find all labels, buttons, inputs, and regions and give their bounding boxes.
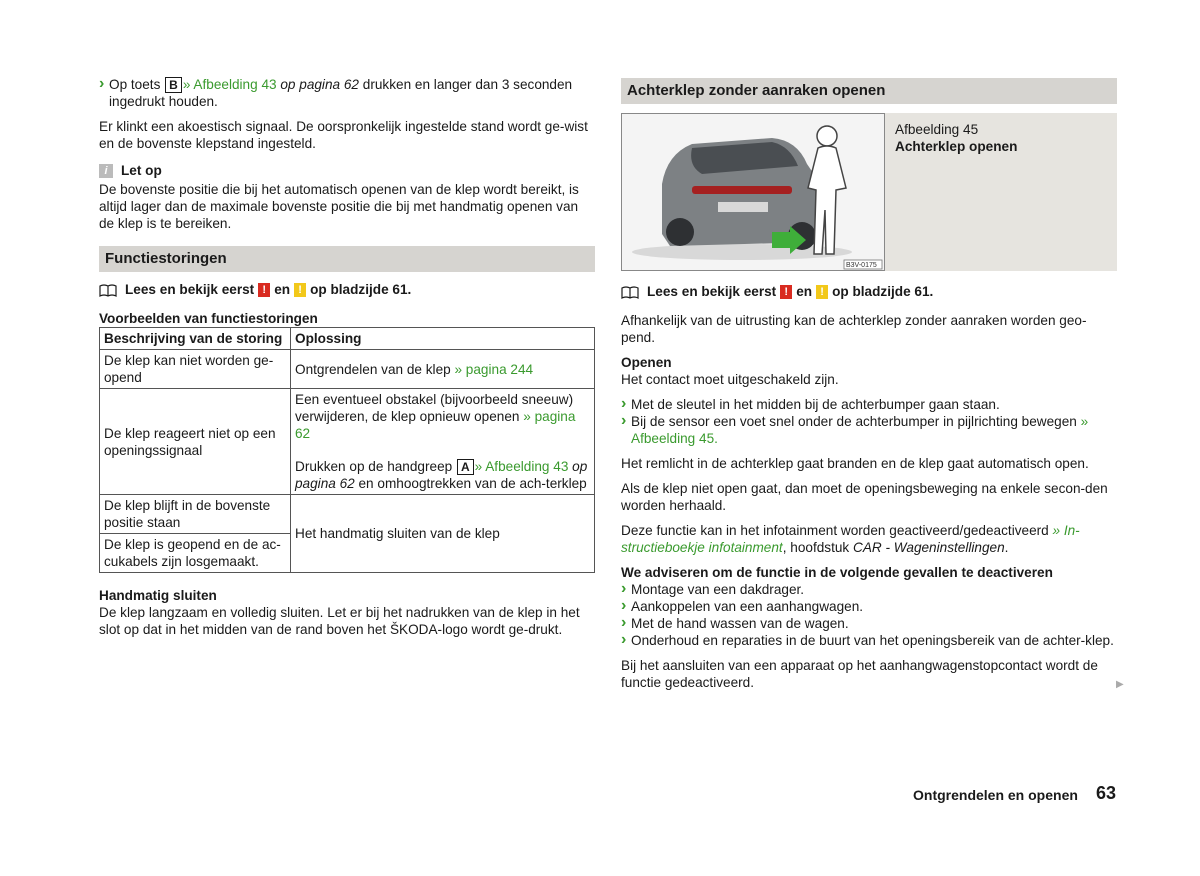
brakelight-paragraph: Het remlicht in de achterklep gaat branden en de klep gaat automatisch open. [621,456,1089,471]
note-text: De bovenste positie die bij het automatisch openen van de klep wordt bereikt, is altijd lager dan de maximale bovenste positie die bij met handmatig openen van de klep is te bereiken. [99,182,579,231]
col-header-solution: Oplossing [291,328,595,350]
page-number: 63 [1096,783,1117,803]
solution-text: Drukken op de handgreep [295,459,453,474]
cell-description: De klep reageert niet op een openingssignaal [100,389,291,495]
retry-paragraph: Als de klep niet open gaat, dan moet de openingsbeweging na enkele secon-den worden herhaald. [621,481,1108,513]
cell-description: De klep blijft in de bovenste positie staan [100,495,291,534]
table-header-row [100,328,595,350]
table-row [100,389,595,495]
read-first-line [99,281,595,298]
car-tailgate-icon [622,114,884,270]
page-244-link[interactable]: » pagina 244 [454,361,534,377]
solution-text: Ontgrendelen van de klep [295,361,451,377]
cell-description: De klep kan niet worden ge-opend [100,350,291,389]
page-ref: op pagina 62 [295,459,588,491]
page-ref: op pagina 62 [280,77,359,92]
col-header-description: Beschrijving van de storing [100,328,291,350]
info-icon: i [99,164,113,178]
cell-solution [291,389,595,495]
infotainment-paragraph [621,522,1117,556]
warning-red-icon[interactable]: ! [780,285,792,299]
infotainment-manual-link[interactable]: » In-structieboekje infotainment [621,523,1080,555]
advise-item: › Montage van een dakdrager. [621,581,1117,598]
warning-yellow-icon[interactable]: ! [294,283,306,297]
step-text: Bij de sensor een voet snel onder de achterbumper in pijlrichting bewegen [631,414,1077,429]
read-first-and: en [796,284,813,299]
book-icon [621,286,639,298]
read-first-page: op bladzijde 61. [310,282,412,297]
read-first-and: en [274,282,291,297]
section-functiestoringen: Functiestoringen [99,246,595,272]
solution-text: en omhoogtrekken van de ach-terklep [358,476,587,491]
signal-paragraph: Er klinkt een akoestisch signaal. De oorspronkelijk ingestelde stand wordt ge-wist en de bovenste klepstand ingesteld. [99,119,588,151]
table-row [100,495,595,534]
section-achterklep: Achterklep zonder aanraken openen [621,78,1117,104]
intro-text-post: drukken en langer dan 3 seconden ingedrukt houden. [109,77,573,109]
open-text: Het contact moet uitgeschakeld zijn. [621,372,839,387]
figure-label: Afbeelding 45 [895,122,979,137]
table-row [100,350,595,389]
figure-code: B3V-0175 [846,262,877,269]
read-first-text: Lees en bekijk eerst [125,282,255,297]
footer-chapter: Ontgrendelen en openen [913,787,1078,803]
solution-text: Een eventueel obstakel (bijvoorbeeld sneeuw) verwijderen, de klep opnieuw openen [295,392,574,424]
car-illustration [621,113,885,271]
advise-item: › Onderhoud en reparaties in de buurt van het openingsbereik van de achter-klep. [621,632,1117,649]
open-title: Openen [621,355,672,370]
infotainment-text: . [1004,540,1009,555]
advise-item: › Aankoppelen van een aanhangwagen. [621,598,1117,615]
step-bullet: › Met de sleutel in het midden bij de achterbumper gaan staan. [621,396,1117,413]
figure-43-link[interactable]: » Afbeelding 43 [182,77,277,92]
figure-45 [621,113,1117,271]
cell-solution: Het handmatig sluiten van de klep [291,495,595,573]
infotainment-text: , hoofdstuk [782,540,850,555]
figure-43-link[interactable]: » Afbeelding 43 [474,459,569,474]
advise-item: › Met de hand wassen van de wagen. [621,615,1117,632]
figure-45-link[interactable]: » Afbeelding 45. [631,414,1089,446]
read-first-line [621,283,1117,300]
intro-text: Op toets [109,77,161,92]
cell-description: De klep is geopend en de ac-cukabels zijn losgemaakt. [100,534,291,573]
availability-paragraph: Afhankelijk van de uitrusting kan de achterklep zonder aanraken worden geo-pend. [621,313,1087,345]
chapter-ref: CAR - Wageninstellingen [853,540,1005,555]
advise-title: We adviseren om de functie in de volgende gevallen te deactiveren [621,565,1053,580]
table-caption: Voorbeelden van functiestoringen [99,311,318,326]
warning-yellow-icon[interactable]: ! [816,285,828,299]
left-column [99,76,595,646]
key-b-label: B [165,77,182,93]
figure-caption [885,113,1017,271]
warning-red-icon[interactable]: ! [258,283,270,297]
note-header [99,162,595,179]
key-a-label: A [457,459,474,475]
manual-close-text: De klep langzaam en volledig sluiten. Let er bij het nadrukken van de klep in het slot op dat in het midden van de rand boven het ŠKODA-logo wordt ge-drukt. [99,605,580,637]
trailer-paragraph: Bij het aansluiten van een apparaat op het aanhangwagenstopcontact wordt de functie gedeactiveerd. [621,658,1098,690]
fault-table [99,327,595,573]
right-column [621,76,1117,699]
cell-solution [291,350,595,389]
read-first-page: op bladzijde 61. [832,284,934,299]
intro-bullet [99,76,595,110]
step-bullet [621,413,1117,447]
manual-close-title: Handmatig sluiten [99,588,217,603]
page-62-link[interactable]: » pagina 62 [295,409,576,441]
note-block [99,162,595,232]
book-icon [99,284,117,296]
note-title: Let op [121,163,162,178]
figure-title: Achterklep openen [895,139,1018,154]
continue-arrow-icon: ▶ [1116,679,1124,690]
read-first-text: Lees en bekijk eerst [647,284,777,299]
infotainment-text: Deze functie kan in het infotainment worden geactiveerd/gedeactiveerd [621,523,1049,538]
